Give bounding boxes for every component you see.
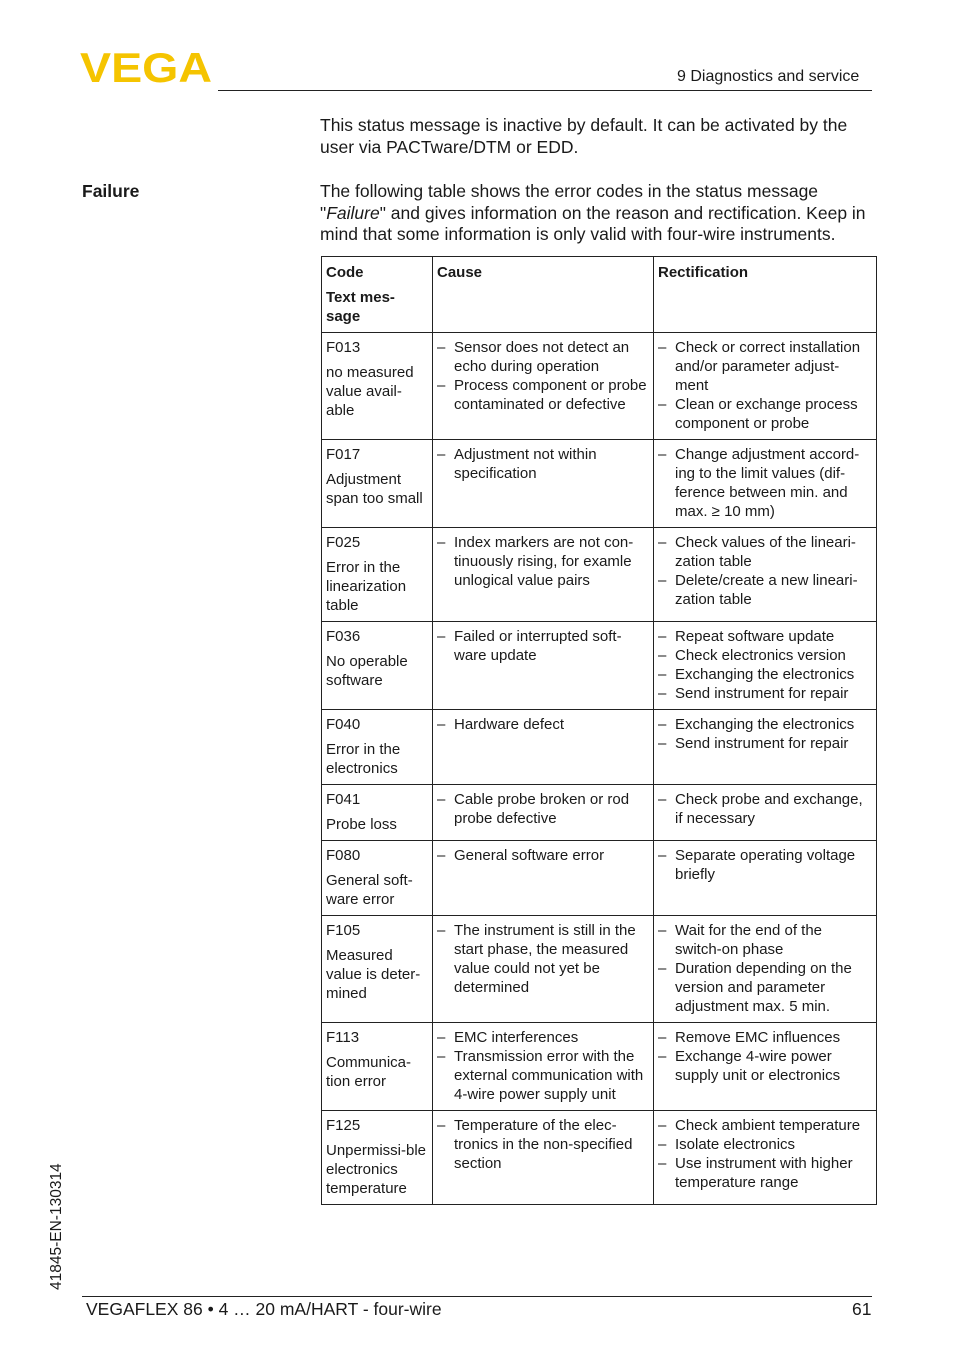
vega-logo [80, 50, 212, 84]
table-row [322, 916, 877, 1023]
rectification-item-text: Check values of the lineari-zation table [675, 534, 856, 570]
rectification-item [658, 684, 872, 703]
error-code: F041 [326, 791, 361, 808]
dash-bullet: – [658, 1029, 667, 1046]
rectification-item [658, 665, 872, 684]
dash-bullet: – [658, 628, 667, 645]
rectification-item-text: Delete/create a new lineari-zation table [675, 572, 858, 608]
cause-item-text: EMC interferences [454, 1029, 579, 1046]
header-text-message-label: Text mes-sage [326, 289, 395, 325]
code-cell [322, 528, 433, 622]
rectification-item-text: Check ambient temperature [675, 1117, 861, 1134]
rectification-item-text: Change adjustment accord-ing to the limit values (dif-ference between min. and max. ≥ 10 mm) [675, 446, 860, 520]
dash-bullet: – [658, 1136, 667, 1153]
error-message: Error in the linearization table [326, 559, 407, 614]
cause-item-text: Process component or probe contaminated or defective [454, 377, 647, 413]
table-row [322, 333, 877, 440]
error-message: no measured value avail-able [326, 364, 414, 419]
rectification-item-cell [654, 785, 877, 841]
rectification-item [658, 1047, 872, 1085]
rectification-item [658, 646, 872, 665]
rectification-item [658, 790, 872, 828]
table-row [322, 1023, 877, 1111]
error-message: Error in the electronics [326, 741, 401, 777]
cause-item-text: Index markers are not con-tinuously rising, for examle unlogical value pairs [454, 534, 634, 589]
cause-item-text: Transmission error with the external communication with 4-wire power supply unit [454, 1048, 644, 1103]
cause-item [437, 627, 649, 665]
cause-item [437, 338, 649, 376]
code-cell [322, 916, 433, 1023]
rectification-item-text: Exchange 4-wire power supply unit or electronics [675, 1048, 841, 1084]
rectification-item [658, 959, 872, 1016]
rectification-item-text: Clean or exchange process component or probe [675, 396, 858, 432]
section-title: 9 Diagnostics and service [677, 68, 860, 85]
rectification-item-cell [654, 528, 877, 622]
cause-item [437, 1028, 649, 1047]
error-codes-table [321, 256, 877, 1205]
error-code: F105 [326, 922, 361, 939]
svg-text:VEGA: VEGA [80, 50, 212, 84]
error-message: Probe loss [326, 816, 397, 833]
rectification-item-cell [654, 1111, 877, 1205]
rectification-item [658, 846, 872, 884]
code-cell [322, 785, 433, 841]
footer-product: VEGAFLEX 86 • 4 … 20 mA/HART - four-wire [86, 1299, 442, 1319]
rectification-item-cell [654, 1023, 877, 1111]
table-row [322, 440, 877, 528]
rectification-item [658, 627, 872, 646]
header-rule [218, 90, 872, 91]
cause-item [437, 921, 649, 997]
cause-item [437, 1116, 649, 1173]
cause-item-cell [433, 528, 654, 622]
rectification-item [658, 571, 872, 609]
rectification-item [658, 1028, 872, 1047]
failure-text-after: " and gives information on the reason and rectification. Keep in mind that some information is only valid with four-wire instruments. [320, 202, 866, 244]
rectification-item-text: Use instrument with higher temperature range [675, 1155, 853, 1191]
rectification-item-cell [654, 710, 877, 785]
dash-bullet: – [658, 446, 667, 463]
cause-item [437, 376, 649, 414]
dash-bullet: – [437, 377, 446, 394]
rectification-item-text: Separate operating voltage briefly [675, 847, 856, 883]
rectification-item-cell [654, 333, 877, 440]
dash-bullet: – [658, 572, 667, 589]
dash-bullet: – [437, 628, 446, 645]
rectification-item [658, 715, 872, 734]
table-row [322, 528, 877, 622]
cause-item [437, 1047, 649, 1104]
document-code: 41845-EN-130314 [48, 1163, 65, 1290]
table-row [322, 622, 877, 710]
rectification-item [658, 1116, 872, 1135]
rectification-item-text: Exchanging the electronics [675, 716, 855, 733]
header-rectification: Rectification [654, 257, 877, 333]
rectification-item [658, 734, 872, 753]
failure-paragraph [320, 181, 880, 246]
dash-bullet: – [658, 396, 667, 413]
code-cell [322, 440, 433, 528]
cause-item-text: Temperature of the elec-tronics in the non-specified section [454, 1117, 633, 1172]
error-message: Unpermissi-ble electronics temperature [326, 1142, 427, 1197]
dash-bullet: – [658, 847, 667, 864]
table-row [322, 841, 877, 916]
cause-item-text: Hardware defect [454, 716, 565, 733]
cause-item-cell [433, 916, 654, 1023]
error-message: General soft-ware error [326, 872, 413, 908]
table-header-row [322, 257, 877, 333]
rectification-item [658, 1154, 872, 1192]
rectification-item-text: Remove EMC influences [675, 1029, 841, 1046]
dash-bullet: – [658, 735, 667, 752]
cause-item [437, 715, 649, 734]
rectification-item-text: Check or correct installation and/or parameter adjust-ment [675, 339, 861, 394]
cause-item-text: General software error [454, 847, 605, 864]
cause-item [437, 533, 649, 590]
rectification-item-cell [654, 440, 877, 528]
cause-item-text: Cable probe broken or rod probe defective [454, 791, 630, 827]
dash-bullet: – [658, 716, 667, 733]
dash-bullet: – [658, 960, 667, 977]
rectification-item [658, 338, 872, 395]
code-cell [322, 841, 433, 916]
failure-text-before: The following table shows the error codes in the status message " [320, 181, 819, 223]
dash-bullet: – [437, 339, 446, 356]
cause-item-cell [433, 440, 654, 528]
rectification-item [658, 533, 872, 571]
dash-bullet: – [658, 534, 667, 551]
table-row [322, 1111, 877, 1205]
cause-item-text: Sensor does not detect an echo during operation [454, 339, 630, 375]
rectification-item-cell [654, 916, 877, 1023]
dash-bullet: – [658, 1155, 667, 1172]
dash-bullet: – [437, 1048, 446, 1065]
cause-item-cell [433, 622, 654, 710]
error-code: F036 [326, 628, 361, 645]
code-cell [322, 333, 433, 440]
dash-bullet: – [658, 685, 667, 702]
rectification-item-cell [654, 622, 877, 710]
cause-item-cell [433, 710, 654, 785]
dash-bullet: – [437, 534, 446, 551]
rectification-item-text: Check electronics version [675, 647, 846, 664]
code-cell [322, 622, 433, 710]
rectification-item-text: Send instrument for repair [675, 685, 849, 702]
error-code: F080 [326, 847, 361, 864]
rectification-item-text: Duration depending on the version and parameter adjustment max. 5 min. [675, 960, 852, 1015]
dash-bullet: – [437, 446, 446, 463]
dash-bullet: – [437, 1029, 446, 1046]
rectification-item-text: Check probe and exchange, if necessary [675, 791, 863, 827]
dash-bullet: – [658, 339, 667, 356]
page-number: 61 [852, 1299, 872, 1319]
header-code [322, 257, 433, 333]
rectification-item [658, 395, 872, 433]
error-code: F017 [326, 446, 361, 463]
error-code: F113 [326, 1029, 360, 1046]
cause-item-cell [433, 1023, 654, 1111]
rectification-item-text: Send instrument for repair [675, 735, 849, 752]
dash-bullet: – [658, 647, 667, 664]
cause-item [437, 846, 649, 865]
dash-bullet: – [658, 1117, 667, 1134]
cause-item-cell [433, 841, 654, 916]
header-cause: Cause [433, 257, 654, 333]
rectification-item [658, 445, 872, 521]
failure-text-italic: Failure [326, 202, 380, 223]
code-cell [322, 1111, 433, 1205]
cause-item-text: The instrument is still in the start phase, the measured value could not yet be determined [454, 922, 636, 996]
code-cell [322, 710, 433, 785]
dash-bullet: – [437, 847, 446, 864]
dash-bullet: – [658, 922, 667, 939]
code-cell [322, 1023, 433, 1111]
header-code-label: Code [326, 264, 364, 281]
error-message: No operable software [326, 653, 408, 689]
error-code: F025 [326, 534, 361, 551]
rectification-item [658, 921, 872, 959]
cause-item-cell [433, 1111, 654, 1205]
error-code: F040 [326, 716, 361, 733]
dash-bullet: – [437, 716, 446, 733]
footer-rule [82, 1296, 872, 1297]
dash-bullet: – [437, 1117, 446, 1134]
error-message: Measured value is deter-mined [326, 947, 421, 1002]
rectification-item-cell [654, 841, 877, 916]
cause-item [437, 445, 649, 483]
cause-item-cell [433, 333, 654, 440]
rectification-item [658, 1135, 872, 1154]
error-message: Communica-tion error [326, 1054, 412, 1090]
error-code: F125 [326, 1117, 361, 1134]
cause-item-cell [433, 785, 654, 841]
error-code: F013 [326, 339, 361, 356]
error-message: Adjustment span too small [326, 471, 423, 507]
intro-paragraph: This status message is inactive by default. It can be activated by the user via PACTware/DTM or EDD. [320, 115, 848, 157]
rectification-item-text: Wait for the end of the switch-on phase [675, 922, 823, 958]
rectification-item-text: Repeat software update [675, 628, 835, 645]
failure-heading: Failure [82, 181, 140, 201]
dash-bullet: – [658, 666, 667, 683]
dash-bullet: – [437, 922, 446, 939]
table-row [322, 710, 877, 785]
cause-item-text: Failed or interrupted soft-ware update [454, 628, 622, 664]
dash-bullet: – [658, 1048, 667, 1065]
rectification-item-text: Exchanging the electronics [675, 666, 855, 683]
table-row [322, 785, 877, 841]
dash-bullet: – [437, 791, 446, 808]
dash-bullet: – [658, 791, 667, 808]
table-body [322, 333, 877, 1205]
cause-item [437, 790, 649, 828]
rectification-item-text: Isolate electronics [675, 1136, 796, 1153]
cause-item-text: Adjustment not within specification [454, 446, 597, 482]
